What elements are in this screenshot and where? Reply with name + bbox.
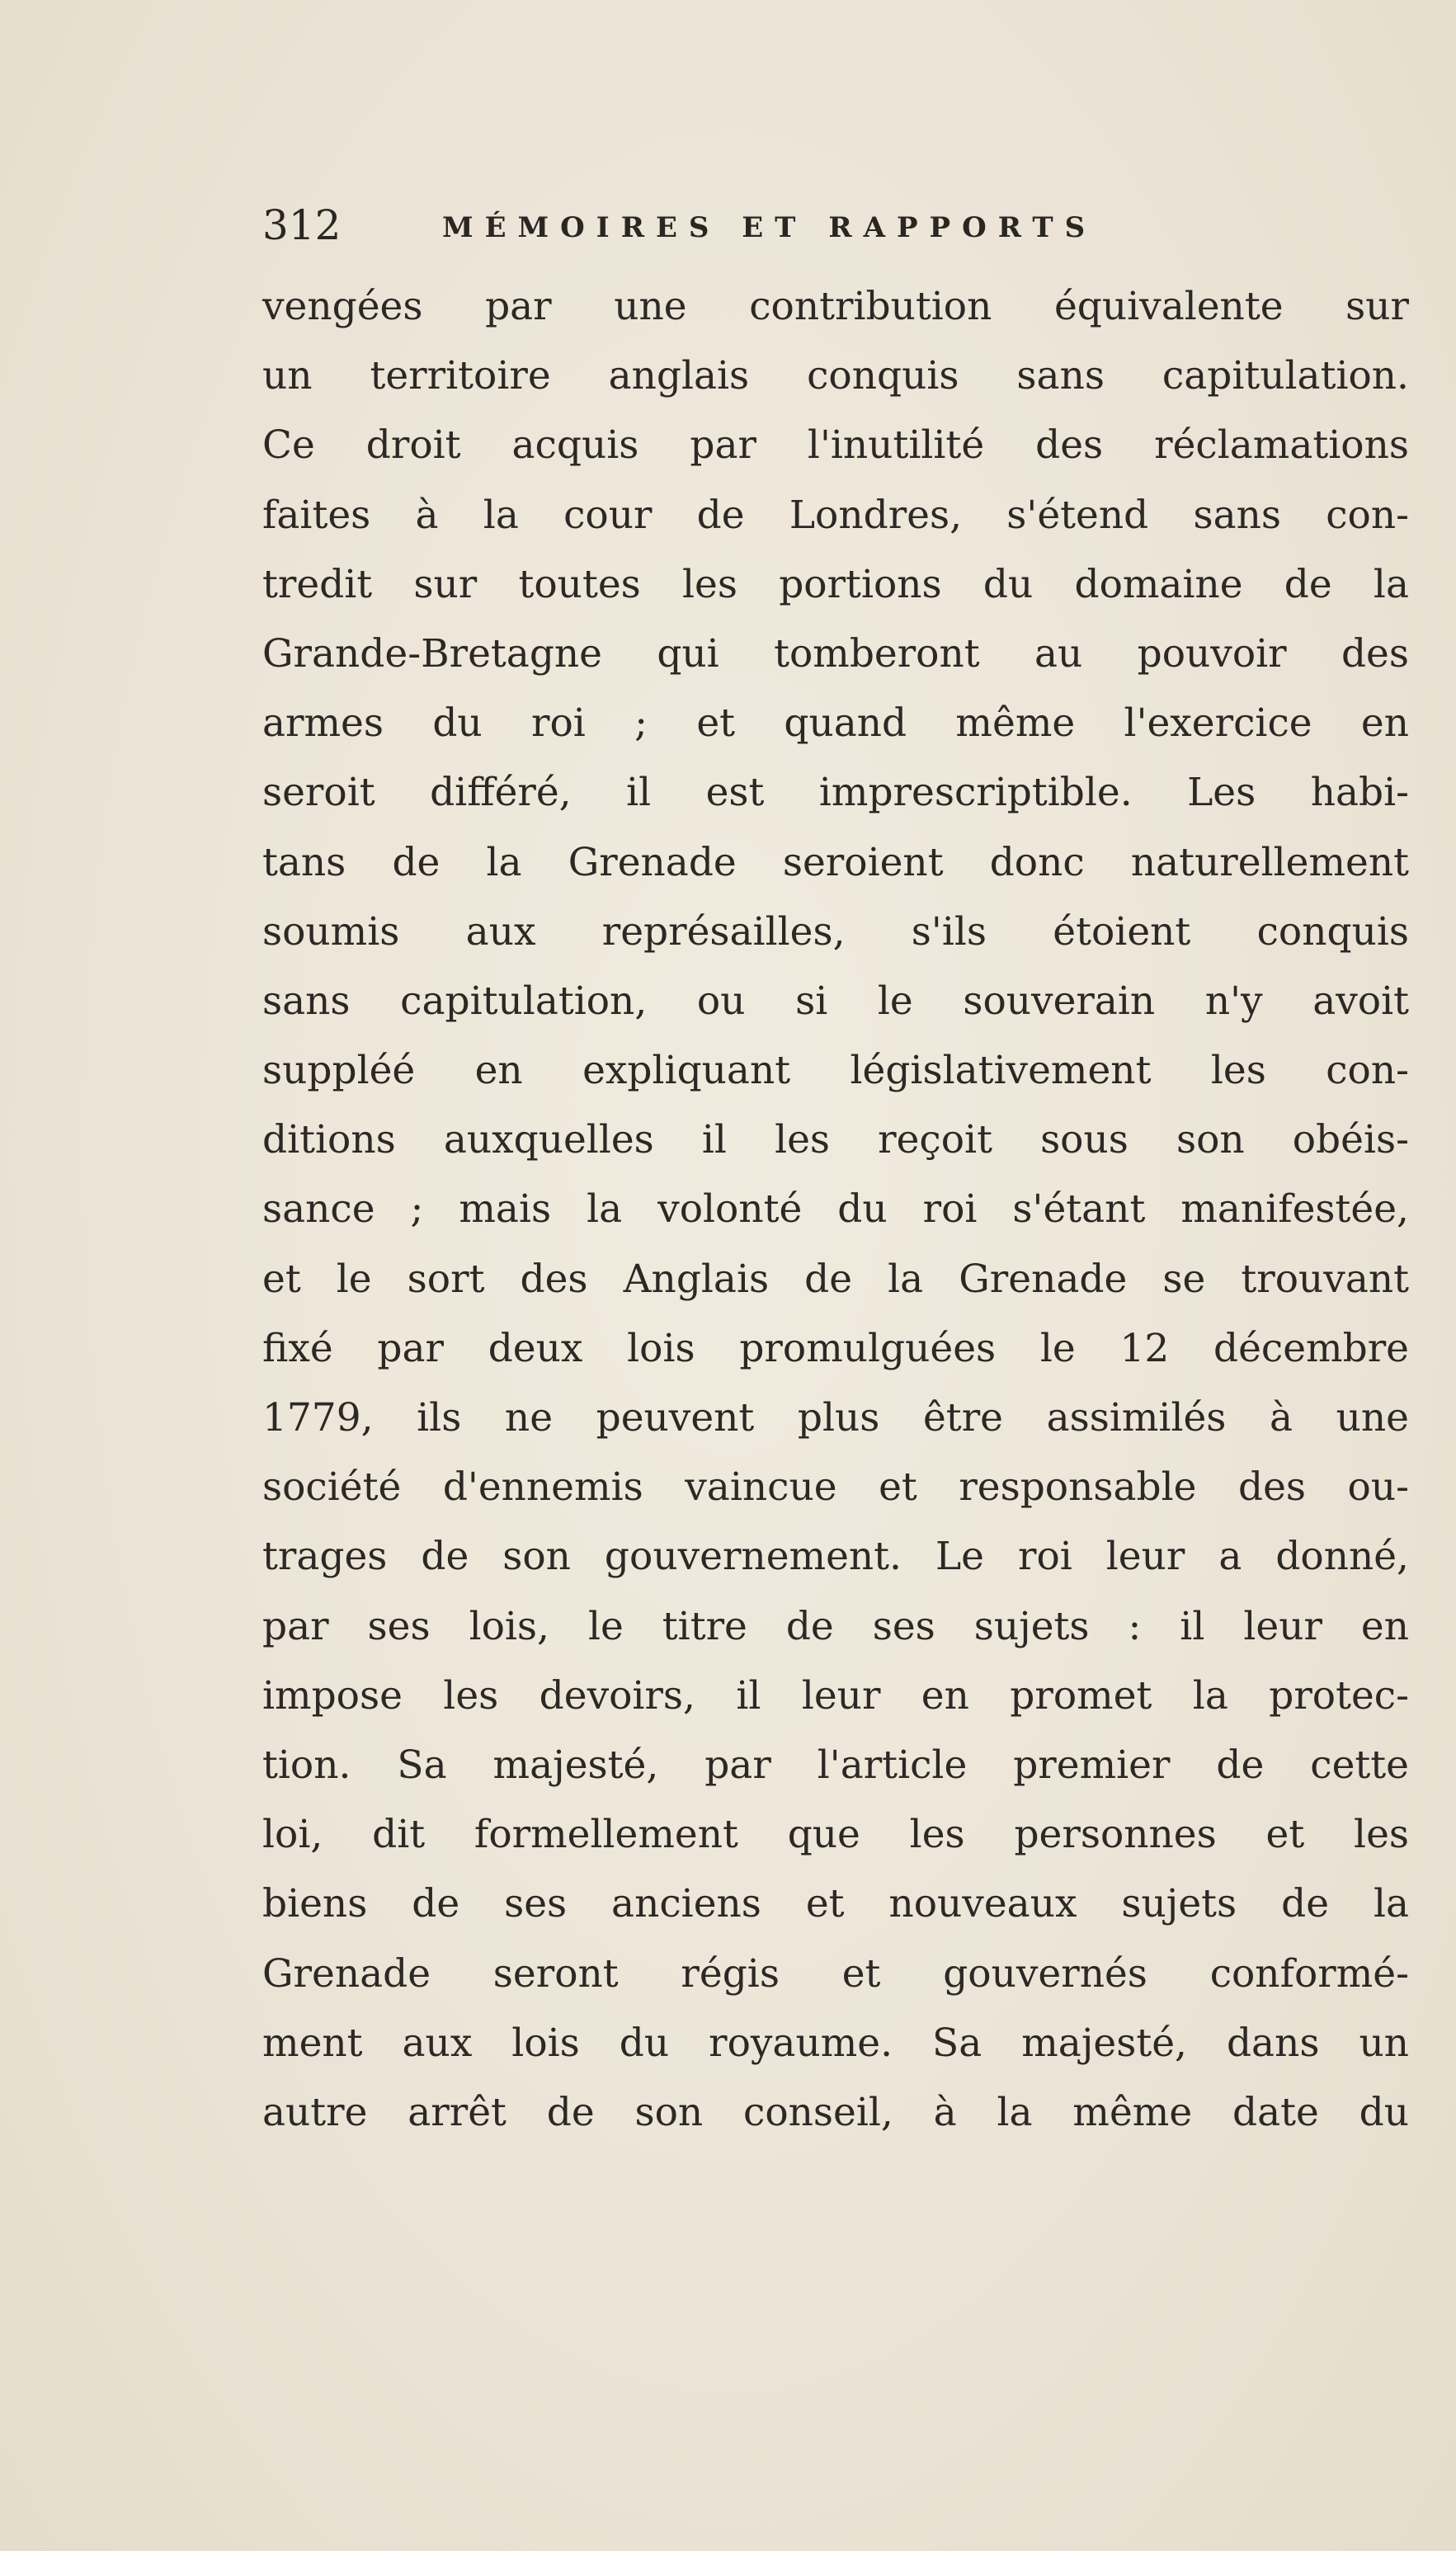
text-line: fixé par deux lois promulguées le 12 décembre [262, 1325, 1409, 1371]
text-line: sance ; mais la volonté du roi s'étant manifestée, [262, 1186, 1409, 1233]
text-line: vengées par une contribution équivalente sur [262, 284, 1409, 329]
text-line: sans capitulation, ou si le souverain n'y avoit [262, 978, 1409, 1024]
page-header [262, 196, 1417, 254]
text-line: tion. Sa majesté, par l'article premier de cette [262, 1742, 1409, 1788]
page-number: 312 [262, 201, 342, 249]
text-line: ditions auxquelles il les reçoit sous son obéis- [262, 1117, 1409, 1163]
text-line: armes du roi ; et quand même l'exercice en [262, 700, 1409, 747]
text-line: faites à la cour de Londres, s'étend sans con- [262, 492, 1409, 538]
text-line: Grenade seront régis et gouvernés conformé- [262, 1950, 1409, 1997]
text-line: société d'ennemis vaincue et responsable des ou- [262, 1464, 1409, 1511]
text-line: tredit sur toutes les portions du domaine de la [262, 561, 1409, 607]
text-line: trages de son gouvernement. Le roi leur a donné, [262, 1534, 1409, 1580]
text-line: impose les devoirs, il leur en promet la protec- [262, 1672, 1409, 1719]
text-line: un territoire anglais conquis sans capitulation. [262, 353, 1409, 399]
text-line: suppléé en expliquant législativement les con- [262, 1048, 1409, 1094]
text-line: tans de la Grenade seroient donc naturellement [262, 839, 1409, 885]
body-text [262, 272, 1409, 2148]
text-line: soumis aux représailles, s'ils étoient conquis [262, 908, 1409, 955]
text-line: biens de ses anciens et nouveaux sujets de la [262, 1881, 1409, 1927]
running-head: MÉMOIRES ET RAPPORTS [442, 211, 1097, 244]
text-line: Ce droit acquis par l'inutilité des réclamations [262, 422, 1409, 469]
text-line: seroit différé, il est imprescriptible. Les habi- [262, 770, 1409, 816]
text-line: et le sort des Anglais de la Grenade se trouvant [262, 1256, 1409, 1302]
text-line: ment aux lois du royaume. Sa majesté, dans un [262, 2020, 1409, 2066]
text-line: 1779, ils ne peuvent plus être assimilés à une [262, 1395, 1409, 1441]
text-line: Grande-Bretagne qui tomberont au pouvoir des [262, 630, 1409, 677]
text-line: loi, dit formellement que les personnes et les [262, 1812, 1409, 1858]
text-line: autre arrêt de son conseil, à la même date du [262, 2089, 1409, 2135]
text-line: par ses lois, le titre de ses sujets : il leur en [262, 1603, 1409, 1649]
